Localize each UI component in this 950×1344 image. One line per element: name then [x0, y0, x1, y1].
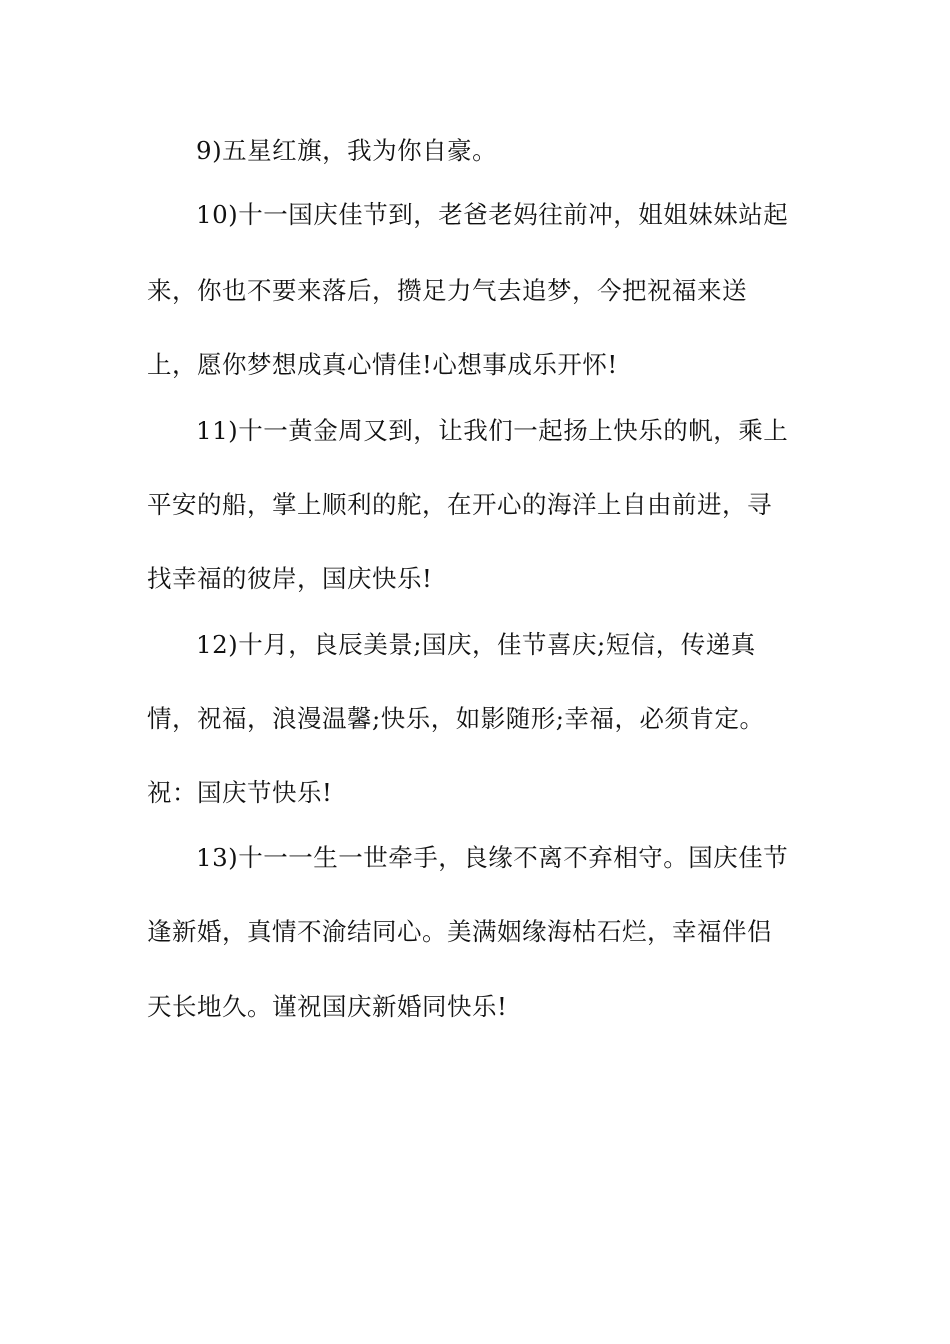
item-12-line-1: 12)十月，良辰美景;国庆，佳节喜庆;短信，传递真 — [196, 630, 756, 659]
item-13-line-1: 13)十一一生一世牵手，良缘不离不弃相守。国庆佳节 — [196, 843, 789, 872]
item-13-line-2: 逢新婚，真情不渝结同心。美满姻缘海枯石烂，幸福伴侣 — [147, 917, 772, 946]
item-12-line-3: 祝：国庆节快乐! — [147, 778, 333, 807]
item-11-line-3: 找幸福的彼岸，国庆快乐! — [147, 564, 433, 593]
item-13-line-3: 天长地久。谨祝国庆新婚同快乐! — [147, 992, 508, 1021]
item-11-line-2: 平安的船，掌上顺利的舵，在开心的海洋上自由前进，寻 — [147, 490, 772, 519]
item-10-line-3: 上，愿你梦想成真心情佳!心想事成乐开怀! — [147, 350, 618, 379]
item-11-line-1: 11)十一黄金周又到，让我们一起扬上快乐的帆，乘上 — [196, 416, 789, 445]
item-9-line-1: 9)五星红旗，我为你自豪。 — [196, 136, 498, 165]
item-12-line-2: 情，祝福，浪漫温馨;快乐，如影随形;幸福，必须肯定。 — [147, 704, 765, 733]
item-10-line-2: 来，你也不要来落后，攒足力气去追梦，今把祝福来送 — [147, 276, 747, 305]
item-10-line-1: 10)十一国庆佳节到，老爸老妈往前冲，姐姐妹妹站起 — [196, 200, 789, 229]
